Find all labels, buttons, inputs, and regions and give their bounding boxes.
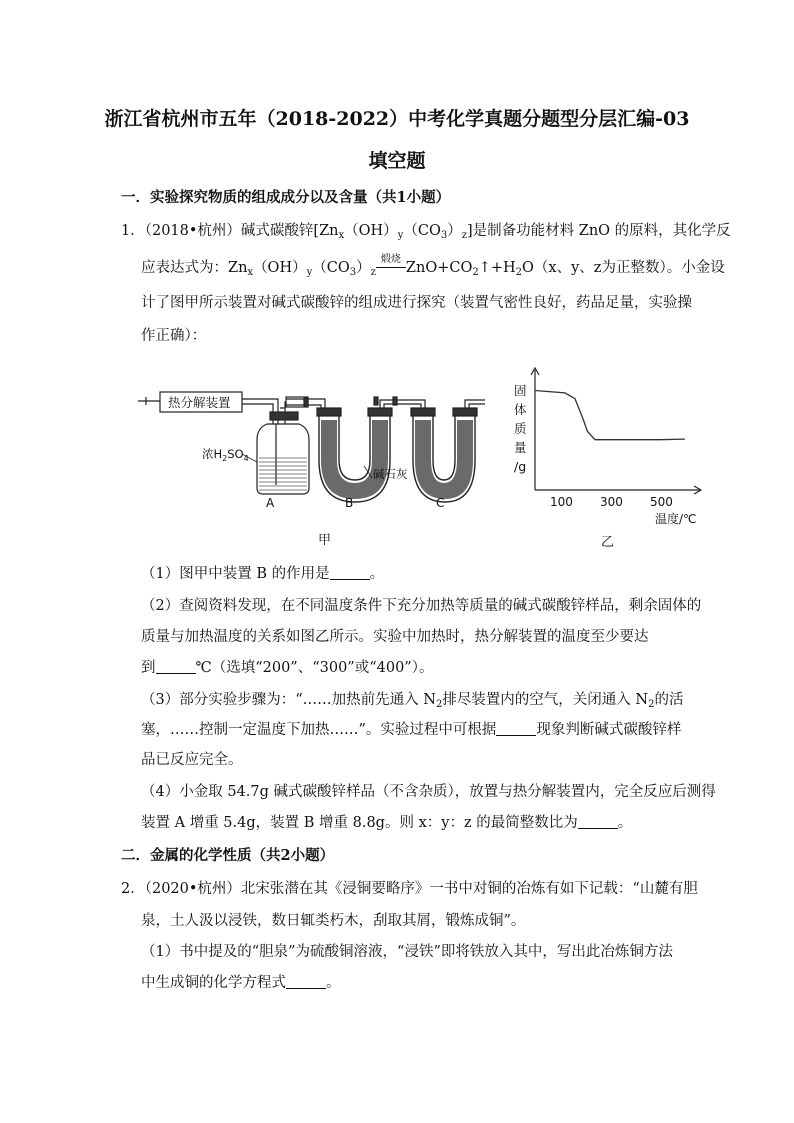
q1-part4-line1: （4）小金取 54.7g 碱式碳酸锌样品（不含杂质），放置与热分解装置内，完全反应后测得 (141, 784, 716, 800)
apparatus-diagram (130, 380, 490, 550)
q1-line2: 应表达式为：$Zn_x(OH)_y(CO_3)_z$ 煅烧 $ZnO+CO_2↑+H_2O(x$、y、z为正整数）。小金设 (141, 254, 725, 278)
x-tick-label: 100 (550, 495, 573, 509)
q1-part2-line1: （2）查阅资料发现，在不同温度条件下充分加热等质量的碱式碳酸锌样品，剩余固体的 (141, 598, 702, 614)
q1-part3-line3: 品已反应完全。 (141, 752, 243, 768)
q1-part3-line2: 塞，……控制一定温度下加热……”。实验过程中可根据 现象判断碱式碳酸锌样 (141, 722, 682, 738)
x-tick-label: 500 (650, 495, 673, 509)
y-axis-label-char: /g (514, 459, 527, 474)
answer-blank-2[interactable] (156, 659, 196, 675)
q1-part4-line2: 装置 A 增重 5.4g，装置 B 增重 8.8g。则 x：y：z 的最简整数比为 。 (141, 815, 633, 831)
q1-part1: （1）图甲中装置 B 的作用是 。 (141, 566, 385, 582)
y-axis-label-char: 固 (514, 383, 527, 398)
q2-line2: 泉，土人汲以浸铁，数日辄类朽木，刮取其屑，锻炼成铜”。 (141, 913, 526, 929)
section-heading-2: 二．金属的化学性质（共2小题） (121, 847, 335, 864)
q1-line1: 1．（2018•杭州）碱式碳酸锌$[Zn_x(OH)_y(CO_3)_z]$是制备功能材料 ZnO 的原料，其化学反 (121, 223, 731, 241)
q2-line3: （1）书中提及的“胆泉”为硫酸铜溶液，“浸铁”即将铁放入其中，写出此冶炼铜方法 (141, 944, 673, 960)
y-axis-label-char: 质 (514, 421, 527, 436)
q1-line3: 计了图甲所示装置对碱式碳酸锌的组成进行探究（装置气密性良好，药品足量，实验操 (141, 295, 692, 311)
lime-label: 碱石灰 (373, 467, 408, 481)
caption-jia: 甲 (318, 533, 332, 548)
page-title-line1: 浙江省杭州市五年（2018-2022）中考化学真题分题型分层汇编-03 (104, 108, 690, 130)
label-B: B (345, 496, 354, 510)
acid-label: 浓$H_2SO_4$ (202, 447, 249, 463)
label-C: C (436, 496, 445, 510)
q1-part3-line1: （3）部分实验步骤为：“……加热前先通入 $N_2$排尽装置内的空气，关闭通入 $N_2$的活 (141, 692, 684, 710)
answer-blank-3[interactable] (496, 721, 536, 737)
q1-part2-line2: 质量与加热温度的关系如图乙所示。实验中加热时，热分解装置的温度至少要达 (141, 629, 649, 645)
x-tick-label: 300 (600, 495, 623, 509)
answer-blank-4[interactable] (578, 814, 618, 830)
mass-curve (535, 391, 685, 440)
y-axis-label-char: 体 (514, 402, 527, 417)
mass-temperature-chart (505, 365, 705, 550)
page-title-line2: 填空题 (368, 150, 426, 172)
q2-line1: 2．（2020•杭州）北宋张潜在其《浸铜要略序》一书中对铜的冶炼有如下记载：“山麓有胆 (121, 881, 698, 897)
y-axis-label-char: 量 (514, 440, 527, 455)
section-heading-1: 一．实验探究物质的组成成分以及含量（共1小题） (121, 189, 451, 206)
answer-blank-5[interactable] (286, 974, 326, 990)
answer-blank-1[interactable] (330, 565, 370, 581)
q1-line4: 作正确）： (141, 328, 207, 344)
reaction-condition: 煅烧 (376, 260, 406, 276)
caption-yi: 乙 (601, 535, 615, 550)
q1-part2-line3: 到 ℃（选填“200”、“300”或“400”）。 (141, 660, 434, 676)
x-axis-label: 温度/℃ (655, 512, 697, 526)
heat-box-label: 热分解装置 (168, 395, 231, 410)
q2-line4: 中生成铜的化学方程式 。 (141, 975, 341, 991)
label-A: A (266, 496, 275, 510)
